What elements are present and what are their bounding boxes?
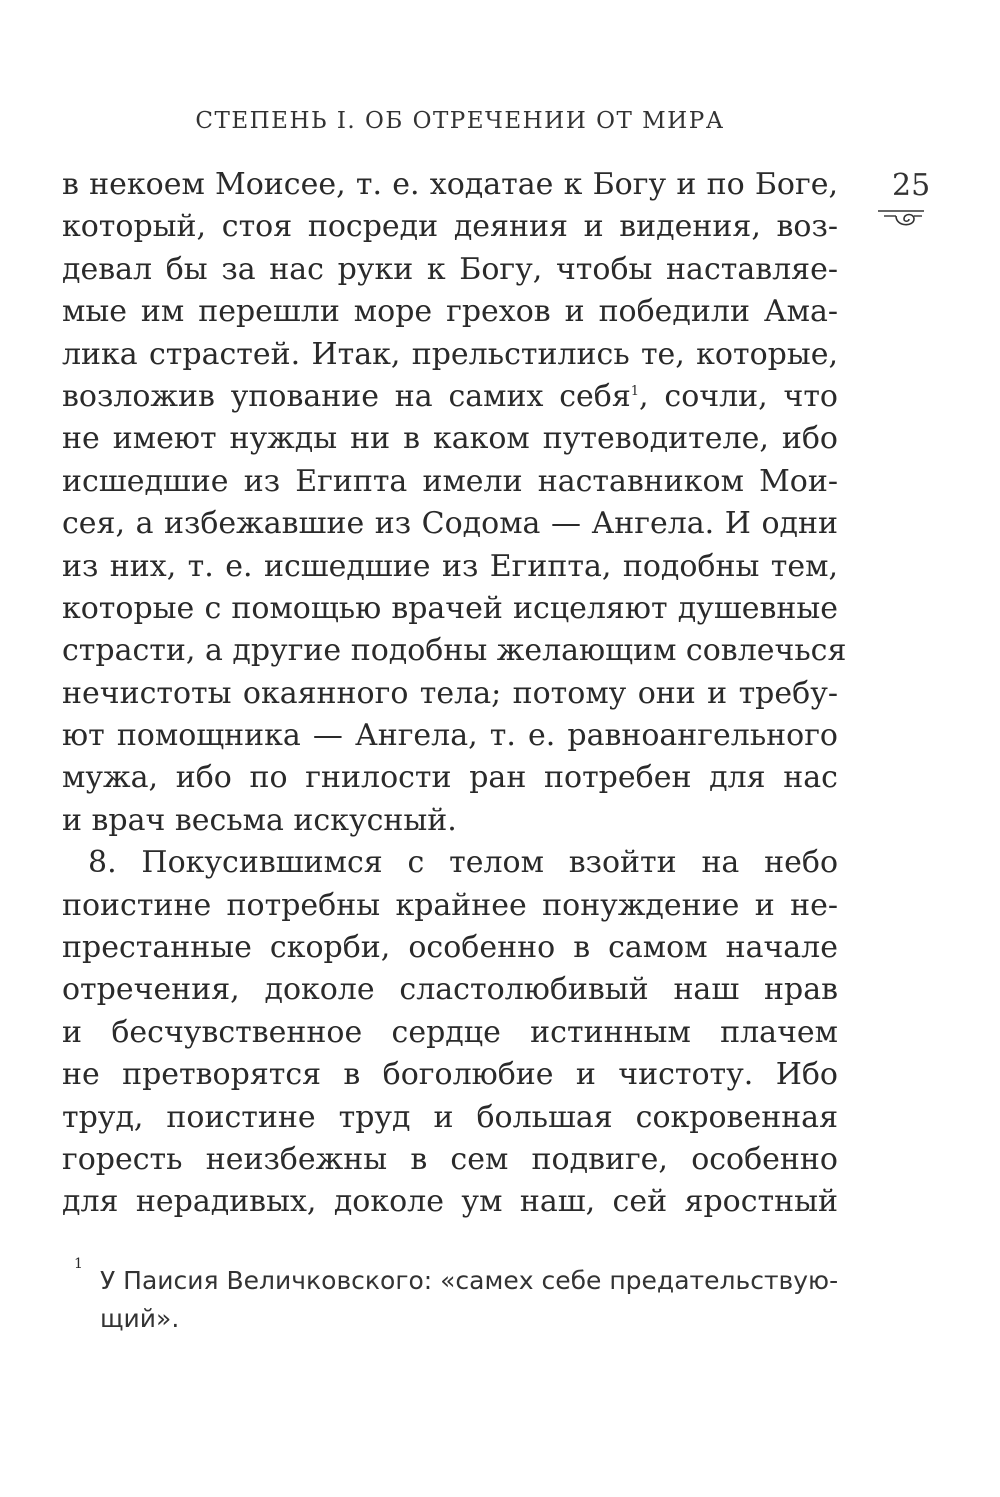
text-line: не претворятся в боголюбие и чистоту. Ибо [62,1057,838,1093]
text-line-with-footnote [62,376,838,418]
text-line: ют помощника — Ангела, т. е. равноангельного [62,718,838,754]
footnote-marker: 1 [630,383,640,399]
text-line: не имеют нужды ни в каком путеводителе, ибо [62,421,838,457]
text-line: и врач весьма искусный. [62,802,457,838]
footnote [62,1256,842,1338]
text-line: лика страстей. Итак, прельстились те, которые, [62,336,838,372]
footnote-line: щий». [100,1304,180,1333]
page-number: 25 [892,168,931,203]
footnote-number: 1 [74,1256,83,1272]
text-line: горесть неизбежны в сем подвиге, особенно [62,1141,838,1177]
text-line: труд, поистине труд и большая сокровенная [62,1099,838,1135]
scroll-ornament-icon [876,207,926,233]
text-line: из них, т. е. исшедшие из Египта, подобны тем, [62,548,838,584]
text-line: и бесчувственное сердце истинным плачем [62,1014,838,1050]
text-line: в некоем Моисее, т. е. ходатае к Богу и по Боге, [62,167,838,202]
text-fragment: , сочли, что [639,378,838,414]
paragraph-start-line: 8. Покусившимся с телом взойти на небо [88,845,838,881]
text-line: отречения, доколе сластолюбивый наш нрав [62,972,838,1008]
text-line: нечистоты окаянного тела; потому они и требу- [62,675,838,711]
footnote-line: У Паисия Величковского: «самех себе предательствую- [100,1266,839,1295]
text-line: сея, а избежавшие из Содома — Ангела. И одни [62,506,838,542]
text-line: для нерадивых, доколе ум наш, сей яростный [62,1184,838,1220]
text-fragment: возложив упование на самих себя [62,378,631,414]
body-text [62,164,847,1224]
text-line: исшедшие из Египта имели наставником Мои- [62,463,838,499]
running-head: СТЕПЕНЬ I. ОБ ОТРЕЧЕНИИ ОТ МИРА [195,108,725,134]
text-line: престанные скорби, особенно в самом начале [62,930,838,966]
text-line: страсти, а другие подобны желающим совлечься [62,633,847,669]
text-line: девал бы за нас руки к Богу, чтобы наставляе- [62,251,838,287]
text-line: поистине потребны крайнее понуждение и не- [62,887,838,923]
text-line: которые с помощью врачей исцеляют душевные [62,590,838,626]
text-line: мые им перешли море грехов и победили Ама- [62,294,838,330]
text-line: мужа, ибо по гнилости ран потребен для нас [62,760,838,796]
text-line: который, стоя посреди деяния и видения, воз- [62,209,838,245]
